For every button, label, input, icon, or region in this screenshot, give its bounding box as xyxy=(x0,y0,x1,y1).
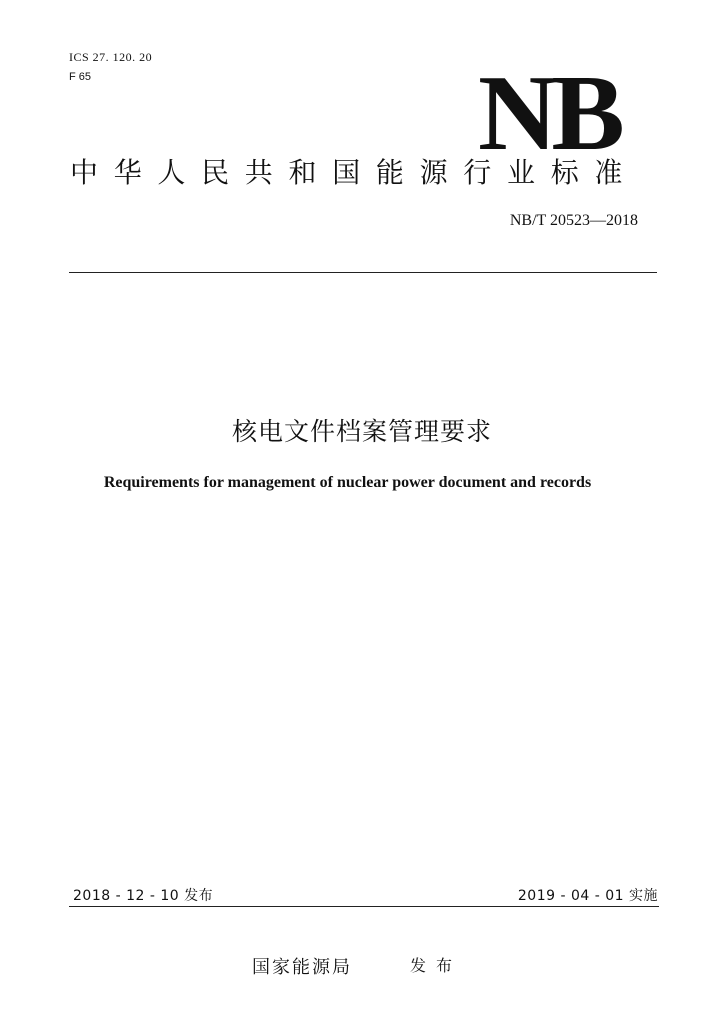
industry-standard-title: 中华人民共和国能源行业标准 xyxy=(70,156,639,189)
nb-logo: NB xyxy=(478,54,619,173)
document-title-english: Requirements for management of nuclear power document and records xyxy=(103,474,592,491)
footer-divider xyxy=(69,906,659,907)
implementation-date: 2019 - 04 - 01 实施 xyxy=(517,888,658,904)
header-divider xyxy=(69,272,657,273)
document-title-chinese: 核电文件档案管理要求 xyxy=(231,417,492,446)
issue-date: 2018 - 12 - 10 发布 xyxy=(73,888,214,904)
ccs-code: F 65 xyxy=(69,71,92,83)
publish-label: 发布 xyxy=(410,956,463,975)
publisher-name: 国家能源局 xyxy=(252,957,352,978)
ics-code: ICS 27. 120. 20 xyxy=(69,50,153,64)
standard-number: NB/T 20523—2018 xyxy=(509,212,638,229)
